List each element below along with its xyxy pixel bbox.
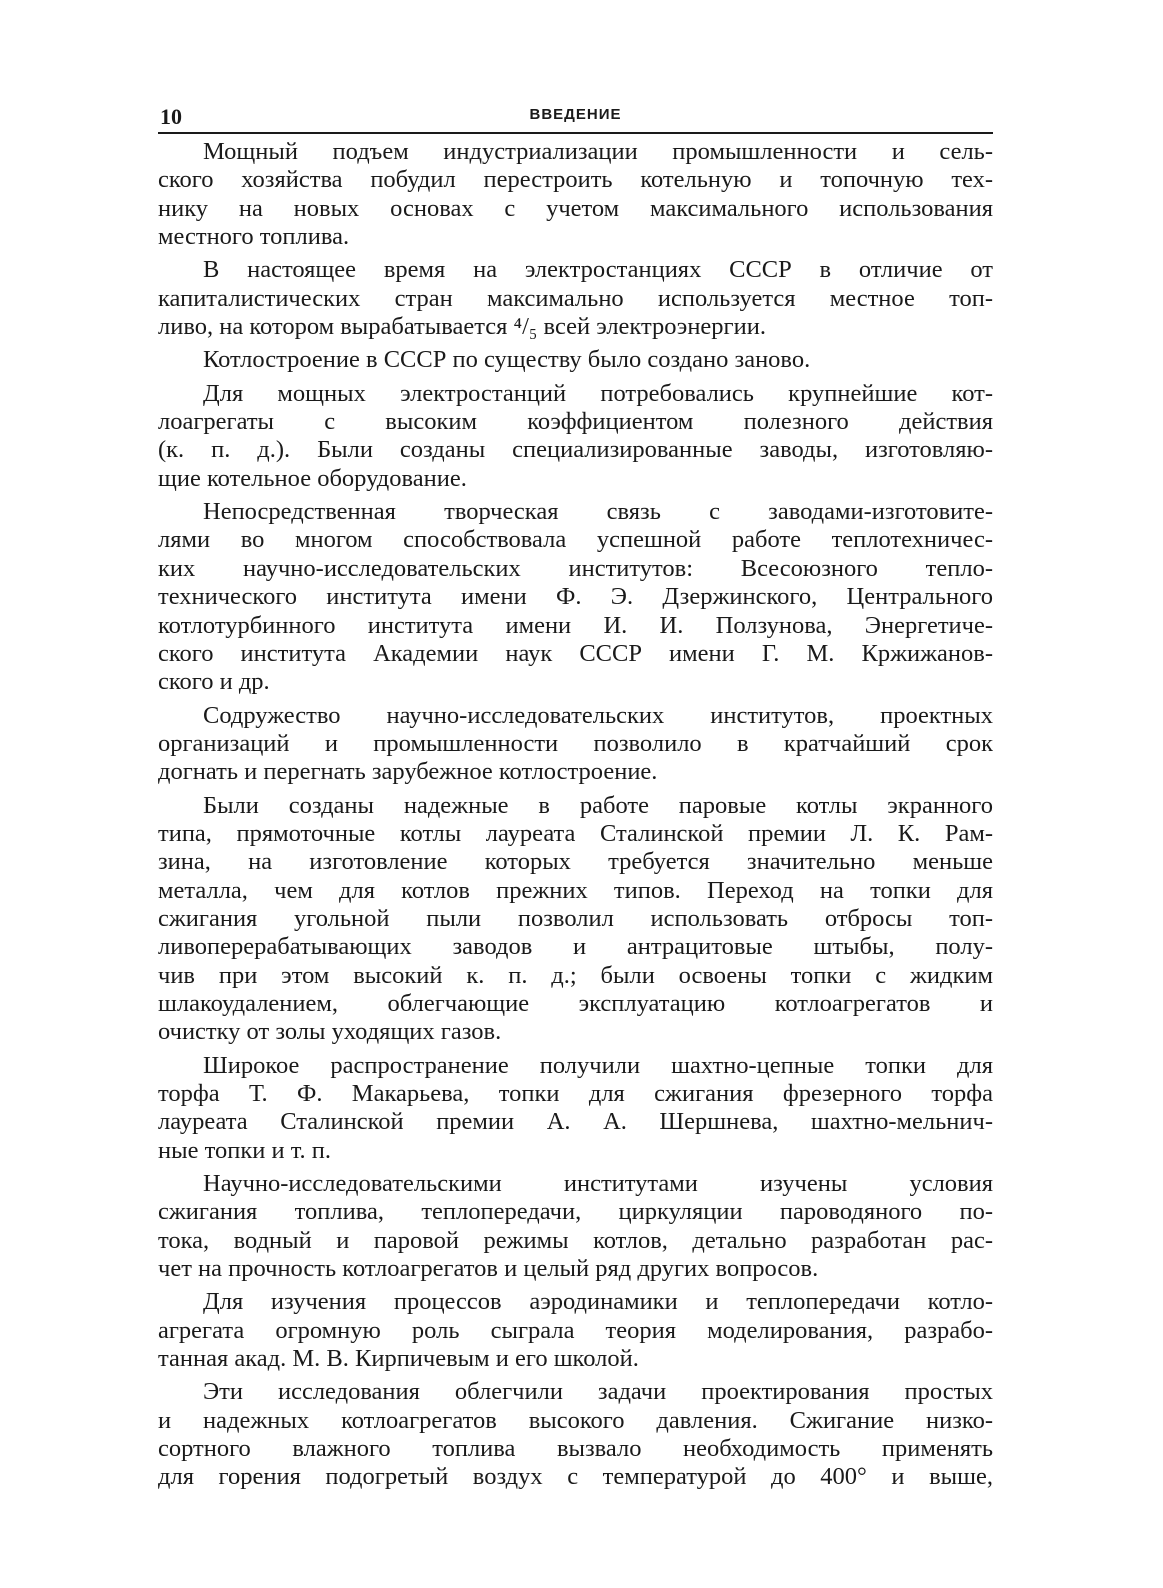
text-line: ского института Академии наук СССР имени Г. М. Кржижанов- <box>158 639 993 667</box>
text-line: сортного влажного топлива вызвало необходимость применять <box>158 1435 993 1463</box>
text-line: местного топлива. <box>158 223 350 251</box>
text-line: организаций и промышленности позволило в кратчайший срок <box>158 729 993 757</box>
text-line: Широкое распространение получили шахтно-цепные топки для <box>203 1051 993 1079</box>
text-line: типа, прямоточные котлы лауреата Сталинской премии Л. К. Рам- <box>158 819 993 847</box>
text-line: В настоящее время на электростанциях СССР в отличие от <box>203 256 993 284</box>
text-line: технического института имени Ф. Э. Дзержинского, Центрального <box>158 583 993 611</box>
paragraph <box>158 1052 993 1165</box>
text-line: ные топки и т. п. <box>158 1136 332 1164</box>
text-line: капиталистических стран максимально используется местное топ- <box>158 284 993 312</box>
text-line: тока, водный и паровой режимы котлов, детально разработан рас- <box>158 1226 993 1254</box>
text-line: ливо, на котором вырабатывается ⁴/₅ всей электроэнергии. <box>158 313 766 341</box>
text-line: ливоперерабатывающих заводов и антрацитовые штыбы, полу- <box>158 933 993 961</box>
text-line: зина, на изготовление которых требуется значительно меньше <box>158 848 993 876</box>
text-line: Для мощных электростанций потребовались крупнейшие кот- <box>203 379 993 407</box>
text-line: щие котельное оборудование. <box>158 464 467 492</box>
paragraph <box>158 1378 993 1491</box>
text-line: сжигания угольной пыли позволил использовать отбросы топ- <box>158 904 993 932</box>
section-title: ВВЕДЕНИЕ <box>529 106 622 123</box>
paragraph <box>158 1288 993 1373</box>
text-line: очистку от золы уходящих газов. <box>158 1018 502 1046</box>
text-line: Были созданы надежные в работе паровые котлы экранного <box>203 791 993 819</box>
text-line: Непосредственная творческая связь с заводами-изготовите- <box>203 498 993 526</box>
book-page <box>158 100 993 1492</box>
paragraph <box>158 346 993 374</box>
text-line: Содружество научно-исследовательских институтов, проектных <box>203 701 993 729</box>
text-line: сжигания топлива, теплопередачи, циркуляции пароводяного по- <box>158 1198 993 1226</box>
text-line: ского хозяйства побудил перестроить котельную и топочную тех- <box>158 166 993 194</box>
text-line: лауреата Сталинской премии А. А. Шершнева, шахтно-мельнич- <box>158 1108 993 1136</box>
page-number: 10 <box>160 104 182 129</box>
text-line: Мощный подъем индустриализации промышленности и сель- <box>203 138 993 165</box>
text-line: лоагрегаты с высоким коэффициентом полезного действия <box>158 408 993 436</box>
text-line: ского и др. <box>158 668 270 696</box>
paragraph <box>158 498 993 696</box>
text-line: для горения подогретый воздух с температурой до 400° и выше, <box>158 1463 993 1491</box>
text-line: ких научно-исследовательских институтов: Всесоюзного тепло- <box>158 554 993 582</box>
text-line: чив при этом высокий к. п. д.; были освоены топки с жидким <box>158 961 993 989</box>
running-head <box>158 100 993 134</box>
text-line: Эти исследования облегчили задачи проектирования простых <box>203 1378 993 1406</box>
body-text <box>158 138 993 1492</box>
text-line: нику на новых основах с учетом максимального использования <box>158 194 993 222</box>
paragraph <box>158 792 993 1047</box>
text-line: чет на прочность котлоагрегатов и целый ряд других вопросов. <box>158 1255 819 1283</box>
text-line: (к. п. д.). Были созданы специализированные заводы, изготовляю- <box>158 436 993 464</box>
text-line: шлакоудалением, облегчающие эксплуатацию котлоагрегатов и <box>158 989 993 1017</box>
paragraph <box>158 1170 993 1283</box>
paragraph <box>158 138 993 251</box>
paragraph <box>158 702 993 787</box>
paragraph <box>158 380 993 493</box>
text-line: Для изучения процессов аэродинамики и теплопередачи котло- <box>203 1288 993 1316</box>
text-line: Научно-исследовательскими институтами изучены условия <box>203 1170 993 1198</box>
text-line: лями во многом способствовала успешной работе теплотехничес- <box>158 526 993 554</box>
text-line: металла, чем для котлов прежних типов. Переход на топки для <box>158 876 993 904</box>
text-line: и надежных котлоагрегатов высокого давления. Сжигание низко- <box>158 1406 993 1434</box>
text-line: агрегата огромную роль сыграла теория моделирования, разрабо- <box>158 1316 993 1344</box>
text-line: котлотурбинного института имени И. И. Ползунова, Энергетиче- <box>158 611 993 639</box>
text-line: торфа Т. Ф. Макарьева, топки для сжигания фрезерного торфа <box>158 1080 993 1107</box>
text-line: догнать и перегнать зарубежное котлостроение. <box>158 758 658 786</box>
text-line: танная акад. М. В. Кирпичевым и его школой. <box>158 1345 639 1373</box>
paragraph <box>158 256 993 341</box>
text-line: Котлостроение в СССР по существу было создано заново. <box>203 346 811 374</box>
